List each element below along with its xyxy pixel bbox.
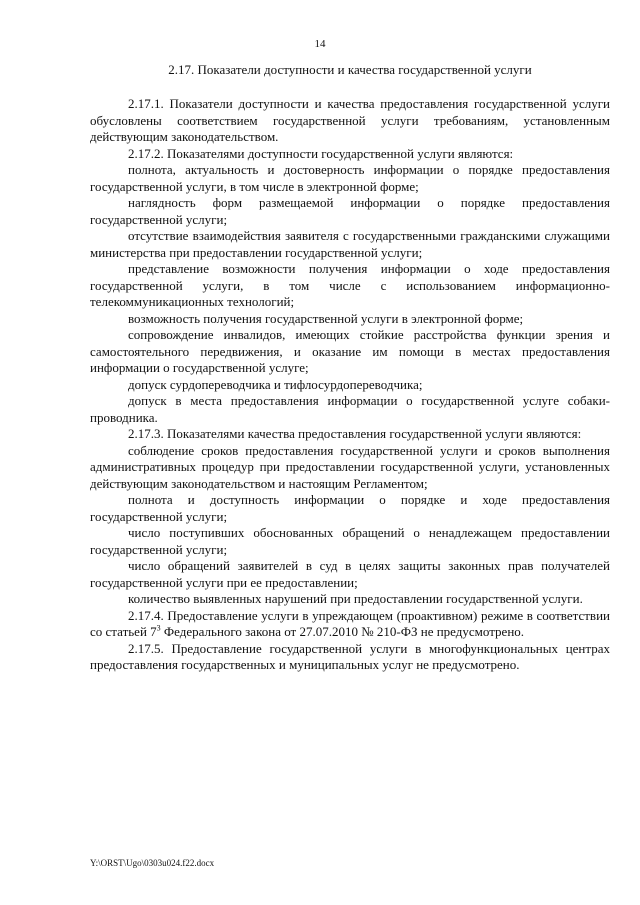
paragraph: [90, 608, 610, 641]
paragraph: количество выявленных нарушений при предоставлении государственной услуги.: [128, 591, 583, 606]
section-heading: 2.17. Показатели доступности и качества государственной услуги: [168, 62, 532, 77]
paragraph: 2.17.2. Показателями доступности государственной услуги являются:: [128, 145, 514, 161]
paragraph: наглядность форм размещаемой информации о порядке предоставления государственной услуги;: [90, 195, 610, 227]
paragraph: допуск в места предоставления информации о государственной услуге собаки-проводника.: [90, 393, 610, 425]
superscript: 3: [156, 623, 161, 633]
paragraph: полнота и доступность информации о порядке и ходе предоставления государственной услуги;: [90, 492, 610, 524]
footer-file-path: Y:\ORST\Ugo\0303u024.f22.docx: [90, 858, 215, 868]
paragraph: сопровождение инвалидов, имеющих стойкие расстройства функции зрения и самостоятельного передвижения, и оказание им помощи в местах предоставления информации о государственной услуге;: [90, 327, 610, 375]
paragraph: число поступивших обоснованных обращений о ненадлежащем предоставлении государственной услуги;: [90, 525, 610, 557]
paragraph-text: Федерального закона от 27.07.2010 № 210-ФЗ не предусмотрено.: [160, 624, 525, 639]
document-body: [90, 96, 610, 674]
paragraph: число обращений заявителей в суд в целях защиты законных прав получателей государственной услуги при ее предоставлении;: [90, 558, 610, 590]
paragraph: 2.17.3. Показателями качества предоставления государственной услуги являются:: [128, 426, 582, 441]
paragraph: отсутствие взаимодействия заявителя с государственными гражданскими служащими министерства при предоставлении государственной услуги;: [90, 228, 610, 260]
paragraph: 2.17.5. Предоставление государственной услуги в многофункциональных центрах предоставления государственных и муниципальных услуг не предусмотрено.: [90, 640, 610, 672]
page-number: 14: [314, 38, 326, 50]
paragraph: соблюдение сроков предоставления государственной услуги и сроков выполнения административных процедур при предоставлении государственной услуги, установленных действующим законодательством и настоящим Регламентом;: [90, 442, 610, 491]
paragraph: допуск сурдопереводчика и тифлосурдопереводчика;: [128, 376, 423, 392]
paragraph: 2.17.1. Показатели доступности и качества предоставления государственной услуги обусловлены соответствием государственной услуги требованиям, установленным действующим законодательством.: [90, 96, 610, 144]
paragraph: возможность получения государственной услуги в электронной форме;: [128, 310, 524, 326]
paragraph-text: 2.17.4. Предоставление услуги в упреждающем (проактивном) режиме в соответствии со статьей 7: [90, 607, 610, 639]
paragraph: полнота, актуальность и достоверность информации о порядке предоставления государственной услуги, в том числе в электронной форме;: [90, 162, 610, 194]
paragraph: представление возможности получения информации о ходе предоставления государственной услуги, в том числе с использованием информационно-телекоммуникационных технологий;: [90, 261, 610, 309]
